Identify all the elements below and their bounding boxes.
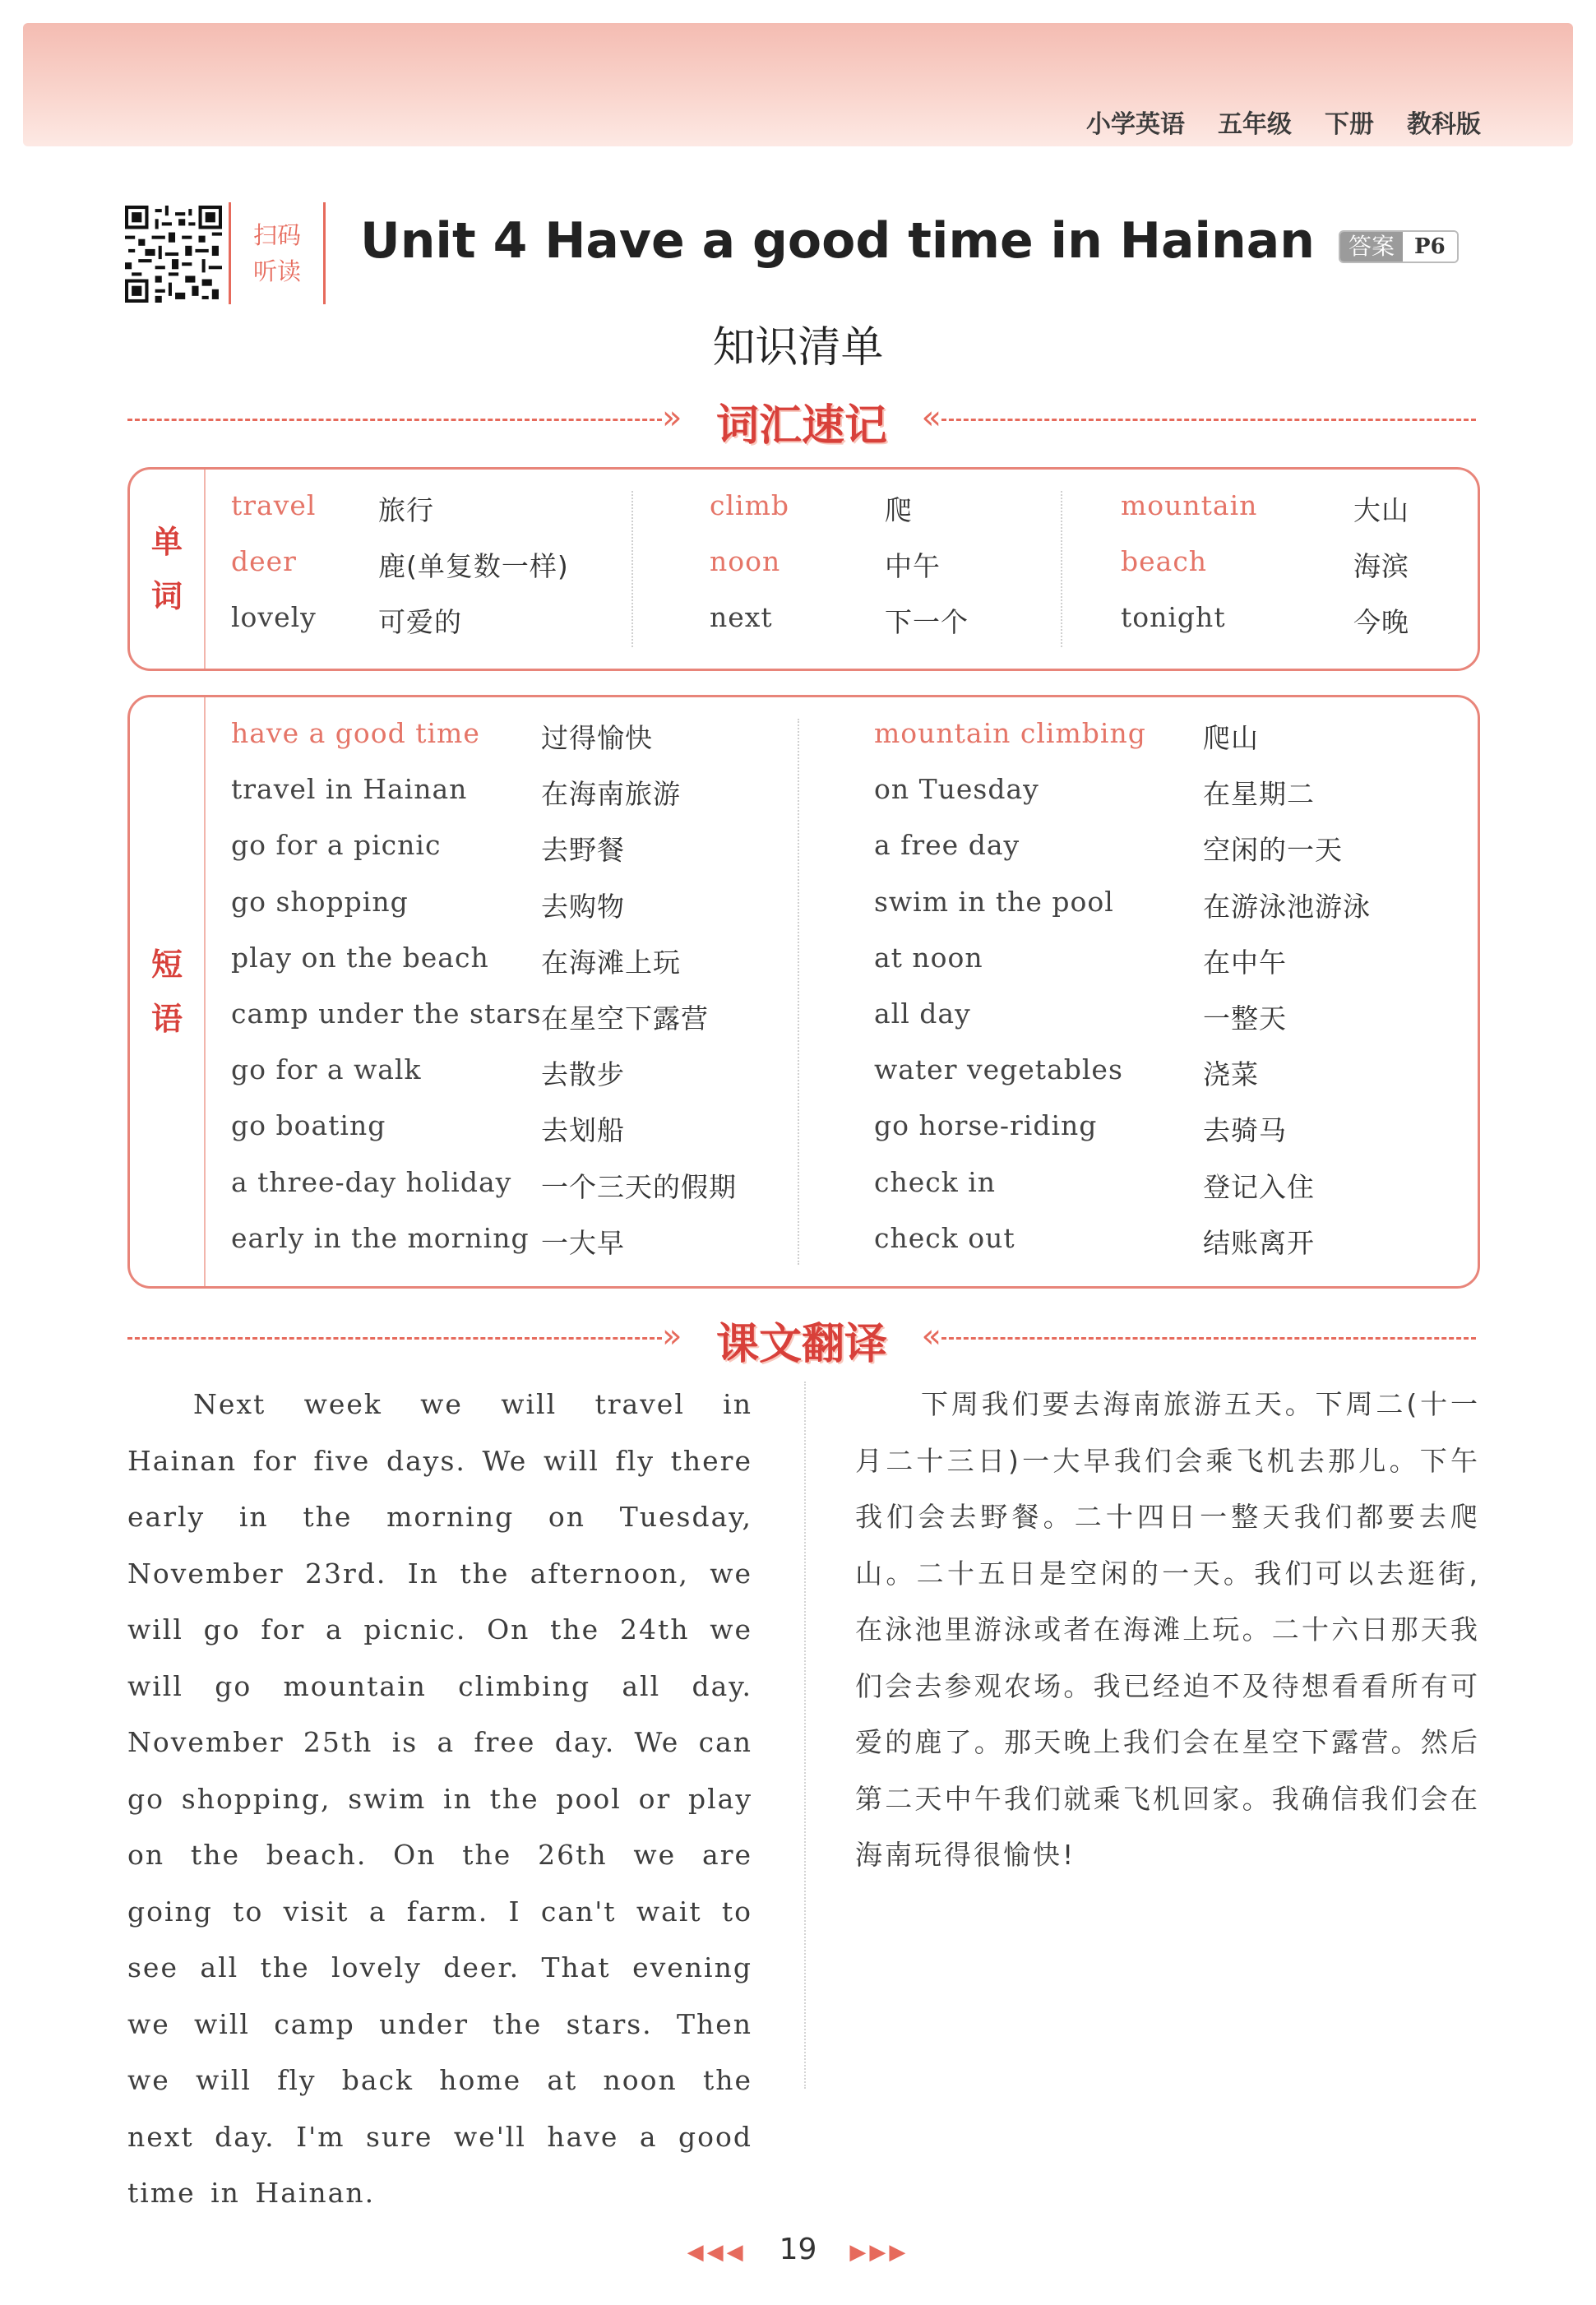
phrase-chinese: 在中午: [1203, 946, 1287, 979]
phrase-english: go horse-riding: [874, 1109, 1098, 1142]
word-chinese: 旅行: [378, 494, 434, 526]
word-english: noon: [710, 545, 781, 577]
phrase-chinese: 在星期二: [1203, 778, 1315, 811]
phrase-english: all day: [874, 997, 971, 1030]
volume-label: 下册: [1325, 110, 1374, 139]
qr-code-icon[interactable]: [125, 206, 222, 303]
word-chinese: 海滨: [1353, 550, 1409, 582]
phrase-english: go boating: [231, 1109, 386, 1142]
page-number: 19: [779, 2233, 817, 2266]
page-footer: [0, 2233, 1596, 2266]
answer-reference: [1339, 230, 1459, 263]
phrase-english: mountain climbing: [874, 717, 1146, 749]
answer-page: P6: [1403, 232, 1457, 262]
phrase-chinese: 一整天: [1203, 1002, 1287, 1034]
translation-heading-divider: [127, 1309, 1476, 1367]
phrase-english: a free day: [874, 829, 1020, 862]
scan-label-line1: 扫码: [252, 221, 301, 249]
phrase-english: check in: [874, 1165, 997, 1198]
phrase-chinese: 去划船: [541, 1114, 625, 1147]
side-label-char: 词: [150, 578, 183, 614]
phrase-chinese: 爬山: [1203, 722, 1259, 754]
phrase-chinese: 登记入住: [1203, 1170, 1315, 1203]
word-chinese: 今晚: [1353, 606, 1409, 638]
phrase-chinese: 在海南旅游: [541, 778, 681, 811]
grade-label: 五年级: [1218, 110, 1292, 139]
phrase-english: travel in Hainan: [231, 773, 468, 806]
word-chinese: 可爱的: [378, 606, 462, 638]
divider-line: [941, 419, 1476, 421]
column-divider: [798, 719, 799, 1265]
divider-line: [941, 1337, 1476, 1340]
phrase-english: go for a picnic: [231, 829, 442, 862]
phrase-chinese: 在星空下露营: [541, 1002, 709, 1034]
next-page-arrows-icon: ▶▶▶: [849, 2240, 909, 2265]
phrase-chinese: 去散步: [541, 1058, 625, 1091]
side-label-char: 单: [150, 524, 183, 560]
text-chinese: 下周我们要去海南旅游五天。下周二(十一月二十三日)一大早我们会乘飞机去那儿。下午我们会去野餐。二十四日一整天我们都要去爬山。二十五日是空闲的一天。我们可以去逛街,在泳池里游泳或者在海滩上玩。二十六日那天我们会去参观农场。我已经迫不及待想看看所有可爱的鹿了。那天晚上我们会在星空下露营。然后第二天中午我们就乘飞机回家。我确信我们会在海南玩得很愉快!: [855, 1388, 1480, 1871]
word-english: beach: [1121, 545, 1208, 577]
phrase-english: a three-day holiday: [231, 1165, 512, 1198]
double-arrow-right-icon: »: [662, 399, 682, 437]
phrase-english: at noon: [874, 941, 983, 974]
phrase-chinese: 过得愉快: [541, 722, 653, 754]
phrase-english: play on the beach: [231, 941, 489, 974]
word-chinese: 下一个: [885, 606, 969, 638]
word-english: lovely: [231, 601, 317, 633]
word-english: climb: [710, 489, 790, 521]
phrase-english: check out: [874, 1221, 1015, 1254]
answer-label: 答案: [1340, 232, 1403, 262]
phrases-side-label: [130, 697, 206, 1286]
word-chinese: 中午: [885, 550, 941, 582]
vocab-heading-divider: [127, 391, 1476, 451]
word-english: tonight: [1121, 601, 1226, 633]
phrase-chinese: 一大早: [541, 1226, 625, 1259]
phrase-chinese: 去骑马: [1203, 1114, 1287, 1147]
phrase-chinese: 结账离开: [1203, 1226, 1315, 1259]
column-divider: [1061, 491, 1062, 647]
phrase-english: early in the morning: [231, 1221, 530, 1254]
phrases-box: [127, 695, 1480, 1289]
word-chinese: 鹿(单复数一样): [378, 550, 569, 582]
word-english: mountain: [1121, 489, 1258, 521]
divider-line: [127, 1337, 662, 1340]
phrase-chinese: 在海滩上玩: [541, 946, 681, 979]
double-arrow-left-icon: «: [921, 399, 941, 437]
word-english: next: [710, 601, 773, 633]
vocab-heading: 词汇速记: [715, 401, 887, 451]
double-arrow-left-icon: «: [921, 1317, 941, 1355]
phrase-english: have a good time: [231, 717, 480, 749]
words-side-label: [130, 470, 206, 669]
unit-title: Unit 4 Have a good time in Hainan: [360, 212, 1315, 270]
phrase-chinese: 去野餐: [541, 834, 625, 867]
word-chinese: 大山: [1353, 494, 1409, 526]
section-title: 知识清单: [712, 323, 884, 373]
phrase-chinese: 浇菜: [1203, 1058, 1259, 1091]
translation-heading: 课文翻译: [715, 1320, 887, 1369]
phrase-english: go for a walk: [231, 1053, 422, 1086]
prev-page-arrows-icon: ◀◀◀: [687, 2240, 747, 2265]
side-label-char: 短: [150, 947, 183, 983]
scan-label-line2: 听读: [252, 257, 301, 285]
phrase-english: on Tuesday: [874, 773, 1039, 806]
word-english: deer: [231, 545, 297, 577]
book-info: [1086, 104, 1481, 140]
word-chinese: 爬: [885, 494, 913, 526]
side-label-char: 语: [150, 1001, 183, 1037]
phrase-chinese: 一个三天的假期: [541, 1170, 737, 1203]
phrase-english: go shopping: [231, 885, 409, 918]
phrase-chinese: 空闲的一天: [1203, 834, 1343, 867]
scan-listen-label: [229, 202, 326, 304]
subject-label: 小学英语: [1086, 110, 1185, 139]
words-box: [127, 467, 1480, 671]
word-english: travel: [231, 489, 317, 521]
phrase-english: water vegetables: [874, 1053, 1123, 1086]
phrase-english: camp under the stars: [231, 997, 542, 1030]
column-divider: [804, 1382, 806, 2089]
column-divider: [631, 491, 633, 647]
edition-label: 教科版: [1407, 110, 1481, 139]
divider-line: [127, 419, 662, 421]
phrase-chinese: 在游泳池游泳: [1203, 890, 1371, 923]
double-arrow-right-icon: »: [662, 1317, 682, 1355]
phrase-chinese: 去购物: [541, 890, 625, 923]
phrase-english: swim in the pool: [874, 885, 1114, 918]
text-english: Next week we will travel in Hainan for five days. We will fly there early in the morning on Tuesday, November 23rd. In the afternoon, we will go for a picnic. On the 24th we will go mountain climbing all day. November 25th is a free day. We can go shopping, swim in the pool or play on the beach. On the 26th we are going to visit a farm. I can't wait to see all the lovely deer. That evening we will camp under the stars. Then we will fly back home at noon the next day. I'm sure we'll have a good time in Hainan.: [127, 1388, 752, 2209]
